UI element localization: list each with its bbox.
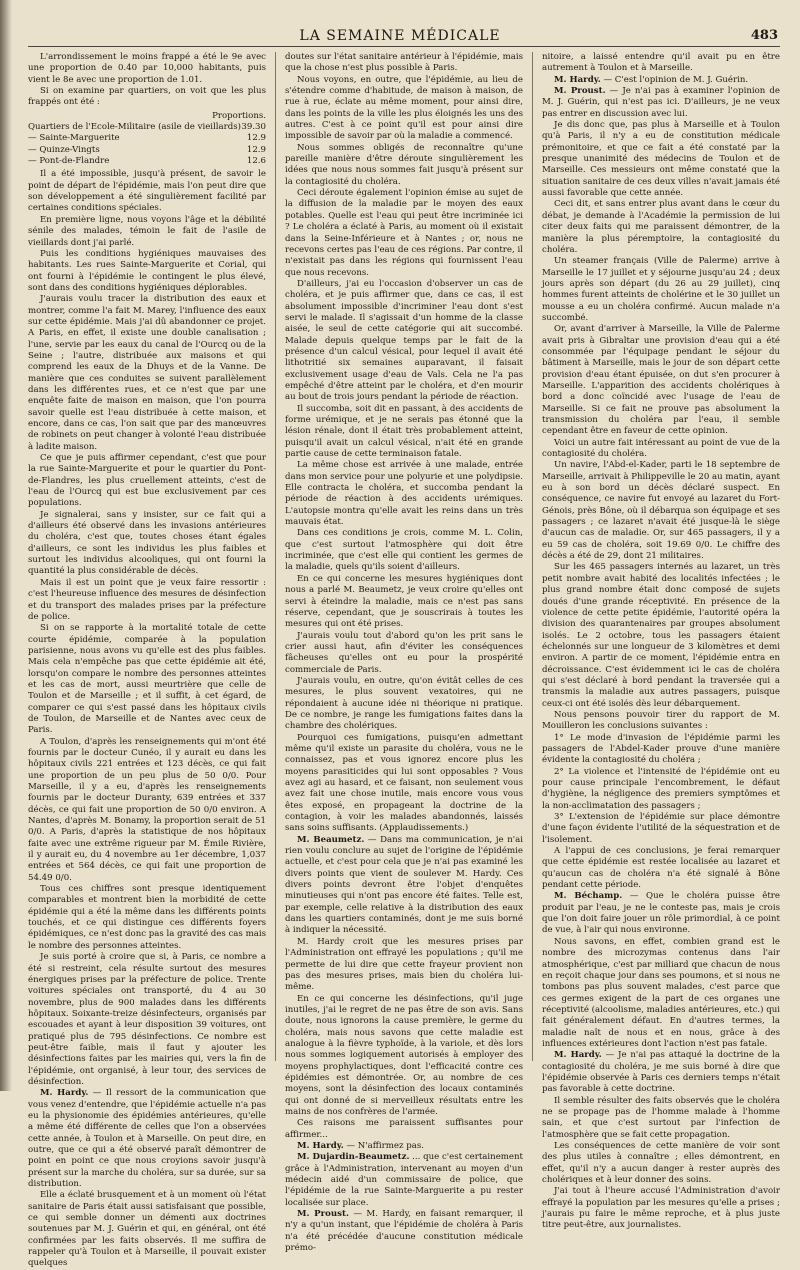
speech-text: — M. Hardy, en faisant remarquer, il n'y a qu'un instant, que l'épidémie de choléra à Paris n'a été précédée d'aucune constitution médicale prémo- [285,1209,523,1254]
speech-text: — Je n'ai pas à examiner l'opinion de M. J. Guérin, qui n'est pas ici. D'ailleurs, je ne veux pas entrer en discussion avec lui. [542,86,780,119]
scan-edge-shadow [0,0,12,1091]
paragraph: A l'appui de ces conclusions, je ferai remarquer que cette épidémie est restée localisée au lazaret et qu'aucun cas de choléra n'a été signalé à Bône pendant cette période. [542,846,780,891]
stats-row [28,133,266,144]
paragraph: M. Hardy croit que les mesures prises par l'Administration ont effrayé les populations ; qu'il me permette de lui dire que cette frayeur provient non pas des mesures prises, mais bien du choléra lui-même. [285,936,523,993]
stats-value: 39.30 [241,122,266,133]
paragraph: Puis les conditions hygiéniques mauvaises des habitants. Les rues Sainte-Marguerite et Corial, qui ont fourni à l'épidémie le contingent le plus élevé, sont dans des conditions hygiéniques déplorables. [28,248,266,293]
speech-text: — Il ressort de la communication que vous venez d'entendre, que l'épidémie actuelle n'a pas eu la physionomie des épidémies antérieures, qu'elle a même été différente de celles que l'on a observées cette année, à Toulon et à Marseille. On peut dire, en outre, que ce qui a été observé paraît démontrer de point en point ce que nous croyions savoir jusqu'à présent sur la marche du choléra, sur sa durée, sur sa distribution. [28,1088,266,1190]
paragraph: Ceci dit, et sans entrer plus avant dans le cœur du débat, je demande à l'Académie la permission de lui citer deux faits qui me paraissent démontrer, de la manière la plus péremptoire, la contagiosité du choléra. [542,199,780,255]
speaker-name: M. Dujardin-Beaumetz. [297,1152,410,1163]
column-1 [28,52,266,1269]
speaker-name: M. Hardy. [554,1050,602,1061]
speaker-name: M. Beaumetz. [297,834,365,845]
speaker-name: M. Proust. [297,1209,349,1220]
text-columns [28,52,780,1269]
paragraph: J'ai tout à l'heure accusé l'Administration d'avoir effrayé la population par les mesures qu'elle a prises ; j'aurais pu faire le même reproche, et à plus juste titre peut-être, aux journalistes. [542,1186,780,1231]
paragraph: Elle a éclaté brusquement et à un moment où l'état sanitaire de Paris était aussi satisfaisant que possible, ce qui semble donner un démenti aux doctrines soutenues par M. J. Guérin et qui, en général, ont été confirmées par les faits observés. Il me suffira de rappeler qu'à Toulon et à Marseille, il pouvait exister quelques [28,1190,266,1269]
paragraph: Ce que je puis affirmer cependant, c'est que pour la rue Sainte-Marguerite et pour le quartier du Pont-de-Flandres, les plus cruellement atteints, c'est de l'eau de l'Ourcq qui est bue exclusivement par ces populations. [28,453,266,509]
stats-header: Proportions. [212,110,266,121]
paragraph: L'arrondissement le moins frappé a été le 9e avec une proportion de 0.40 par 10,000 habitants, puis vient le 8e avec une proportion de 1.01. [28,52,266,85]
speaker-name: M. Béchamp. [554,891,623,902]
stats-label: — Pont-de-Flandre [28,156,110,167]
paragraph: A Toulon, d'après les renseignements qui m'ont été fournis par le docteur Cunéo, il y aurait eu dans les hôpitaux civils 221 entrées et 123 décès, ce qui fait une proportion de un peu plus de 50 0/0. Pour Marseille, il y a eu, d'après les renseignements fournis par le docteur Duranty, 639 entrées et 337 décès, ce qui fait une proportion de 50 0/0 environ. A Nantes, d'après M. Bonamy, la proportion serait de 51 0/0. A Paris, d'après la statistique de nos hôpitaux faite avec une extrême rigueur par M. Émile Rivière, il y aurait eu, du 4 novembre au 1er décembre, 1,037 entrées et 564 décès, ce qui fait une proportion de 54.49 0/0. [28,736,266,883]
paragraph: 2° La violence et l'intensité de l'épidémie ont eu pour cause principale l'encombrement, le défaut d'hygiène, la négligence des premiers symptômes et la non-acclimatation des passagers ; [542,766,780,811]
column-divider [532,52,533,1061]
paragraph: 3° L'extension de l'épidémie sur place démontre d'une façon évidente l'utilité de la séquestration et de l'isolement. [542,812,780,845]
speech-paragraph [285,1141,523,1152]
paragraph: Tous ces chiffres sont presque identiquement comparables et montrent bien la morbidité de cette épidémie qui a été la même dans les différents points touchés, et ce qui distingue ces différents foyers épidémiques, ce n'est donc pas la gravité des cas mais le nombre des personnes atteintes. [28,884,266,951]
page-number: 483 [750,28,778,43]
stats-value: 12.9 [246,144,266,155]
speech-text: — Je n'ai pas attaqué la doctrine de la contagiosité du choléra, je me suis borné à dire que l'épidémie observée à Paris ces derniers temps n'était pas favorable à cette doctrine. [542,1050,780,1095]
paragraph: Il a été impossible, jusqu'à présent, de savoir le point de départ de l'épidémie, mais l'on peut dire que son développement a été singulièrement facilité par certaines conditions spéciales. [28,169,266,214]
paragraph: Pourquoi ces fumigations, puisqu'en admettant même qu'il existe un parasite du choléra, vous ne le connaissez, pas et vous ignorez encore plus les moyens parasiticides qui lui sont opposables ? Vous avez agi au hasard, et ce faisant, non seulement vous avez fait une chose inutile, mais encore vous vous êtes exposé, en propageant la doctrine de la contagion, à voir les malades abandonnés, laissés sans soins suffisants. (Applaudissements.) [285,732,523,834]
stats-label: — Quinze-Vingts [28,144,100,155]
stats-label: Quartiers de l'Ecole-Militaire (asile de vieillards) [28,122,242,133]
paragraph: Je suis porté à croire que si, à Paris, ce nombre a été si restreint, cela résulte surtout des mesures énergiques prises par la préfecture de police. Trente voitures spéciales ont transporté, du 4 au 30 novembre, plus de 900 malades dans les différents hôpitaux. Soixante-treize désinfecteurs, organisés par escouades et ayant à leur disposition 39 voitures, ont pratiqué plus de 795 désinfections. Ce nombre est peut-être faible, mais il faut y ajouter les désinfections faites par les mairies qui, vers la fin de l'épidémie, ont organisé, à leur tour, des services de désinfection. [28,952,266,1087]
paragraph: Voici un autre fait intéressant au point de vue de la contagiosité du choléra. [542,437,780,460]
stats-value: 12.6 [246,156,266,167]
paragraph: Si on examine par quartiers, on voit que les plus frappés ont été : [28,86,266,108]
paragraph: Il semble résulter des faits observés que le choléra ne se propage pas de l'homme malade à l'homme sain, et que c'est surtout par l'infection de l'atmosphère que se fait cette propagation. [542,1095,780,1140]
paragraph: D'ailleurs, j'ai eu l'occasion d'observer un cas de choléra, et je puis affirmer que, dans ce cas, il est absolument impossible d'incriminer l'eau dont s'est servi le malade. Il s'agissait d'un homme de la classe aisée, le seul de cette catégorie qui ait succombé. Malade depuis quelque temps par le fait de la présence d'un calcul vésical, pour lequel il avait été lithotritié six semaines auparavant, il faisait exclusivement usage d'eau de Vals. Cela ne l'a pas empêché d'être atteint par le choléra, et d'en mourir au bout de trois jours pendant la période de réaction. [285,278,523,403]
paragraph: Je dis donc que, pas plus à Marseille et à Toulon qu'à Paris, il n'y a eu de constitution médicale prémonitoire, et que ce fait a été constaté par la presque unanimité des médecins de Toulon et de Marseille. Ces messieurs ont même constaté que la situation sanitaire de ces deux villes n'avait jamais été aussi favorable que cette année. [542,120,780,199]
paragraph: J'aurais voulu, en outre, qu'on évitât celles de ces mesures, le plus souvent vexatoires, qui ne répondaient à aucune idée ni théorique ni pratique. De ce nombre, je range les fumigations faites dans la chambre des cholériques. [285,675,523,732]
speech-paragraph [285,1209,523,1254]
speech-text: — Que le choléra puisse être produit par l'eau, je ne le conteste pas, mais je crois que l'on doit faire jouer un rôle primordial, à ce point de vue, à l'air qui nous environne. [542,891,780,936]
paragraph: J'aurais voulu tracer la distribution des eaux et montrer, comme l'a fait M. Marey, l'influence des eaux sur cette épidémie. Mais j'ai dû abandonner ce projet. A Paris, en effet, il existe une double canalisation ; l'une, servie par les eaux du canal de l'Ourcq ou de la Seine ; l'autre, distribuée aux maisons et qui comprend les eaux de la Dhuys et de la Vanne. De manière que ces conduites se suivent parallèlement dans les différentes rues, et ce n'est que par une enquête faite de maison en maison, que l'on pourra savoir quelle est l'eau distribuée à cette maison, et encore, dans ce cas, l'on sait que par des manœuvres de robinets on peut changer à volonté l'eau distribuée à ladite maison. [28,294,266,452]
paragraph: Un navire, l'Abd-el-Kader, parti le 18 septembre de Marseille, arrivait à Philippeville le 20 au matin, ayant eu à son bord un décès déclaré suspect. En conséquence, ce navire fut envoyé au lazaret du Fort-Génois, près Bône, où il débarqua son équipage et ses passagers ; ce lazaret n'avait été jusque-là le siège d'aucun cas de maladie. Or, sur 465 passagers, il y a eu 59 cas de choléra, soit 19.69 0/0. Le chiffre des décès a été de 29, dont 21 militaires. [542,460,780,562]
speech-text: ... que c'est certainement grâce à l'Administration, intervenant au moyen d'un médecin aidé d'un commissaire de police, que l'épidémie de la rue Sainte-Marguerite a pu rester localisée sur place. [285,1152,523,1208]
paragraph: doutes sur l'état sanitaire antérieur à l'épidémie, mais que la chose n'est plus possible à Paris. [285,52,523,74]
speech-text: — Dans ma communication, je n'ai rien voulu conclure au sujet de l'origine de l'épidémie actuelle, et c'est pour cela que je n'ai pas examiné les divers points que vient de soulever M. Hardy. Ces divers points devront être l'objet d'enquêtes minutieuses qui n'ont pas encore été faites. Telle est, par exemple, celle relative à la distribution des eaux dans les quartiers contaminés, dont je me suis borné à indiquer la nécessité. [285,834,523,936]
speaker-name: M. Hardy. [554,74,601,85]
stats-label: — Sainte-Marguerite [28,133,120,144]
speech-paragraph [542,86,780,120]
speech-paragraph [28,1088,266,1190]
speech-text: — N'affirmez pas. [343,1141,425,1151]
paragraph: Nous savons, en effet, combien grand est le nombre des microzymas contenus dans l'air atmosphérique, c'est par milliard que chacun de nous en reçoit chaque jour dans ses poumons, et si nous ne tombons pas plus souvent malades, c'est parce que ces germes exigent de la part de ces organes une réceptivité (alcoolisme, maladies antérieures, etc.) qui fait généralement défaut. En d'autres termes, la maladie naît de nous et en nous, grâce à des influences extérieures dont l'action n'est pas fatale. [542,936,780,1049]
paragraph: J'aurais voulu tout d'abord qu'on les prit sans le crier aussi haut, afin d'éviter les conséquences fâcheuses qu'elles ont eu pour la prospérité commerciale de Paris. [285,630,523,675]
column-2 [285,52,523,1254]
header-rule [28,46,780,47]
speech-paragraph [542,1050,780,1095]
paragraph: Dans ces conditions je crois, comme M. L. Colin, que c'est surtout l'atmosphère qui doit être incriminée, que c'est elle qui contient les germes de la maladie, quels qu'ils soient d'ailleurs. [285,528,523,573]
paragraph: En ce qui concerne les mesures hygiéniques dont nous a parlé M. Beaumetz, je veux croire qu'elles ont servi à éteindre la maladie, mais ce n'est pas sans réserve, cependant, que je souscrirais à toutes les mesures qui ont été prises. [285,573,523,630]
page-header [0,0,800,50]
paragraph: Ces raisons me paraissent suffisantes pour affirmer... [285,1118,523,1140]
running-title: LA SEMAINE MÉDICALE [299,28,501,44]
stats-row [28,145,266,156]
paragraph: En ce qui concerne les désinfections, qu'il juge inutiles, j'ai le regret de ne pas être de son avis. Sans doute, nous ignorons la cause première, le germe du choléra, mais nous savons que cette maladie est analogue à la fièvre typhoïde, à la variole, et dès lors nous sommes logiquement autorisés à employer des moyens prophylactiques, dont l'efficacité contre ces épidémies est démontrée. Or, au nombre de ces moyens, sont la désinfection des locaux contaminés qui ont donné de si merveilleux résultats entre les mains de nos confrères de l'armée. [285,993,523,1117]
speech-paragraph [542,891,780,936]
paragraph: 1° Le mode d'invasion de l'épidémie parmi les passagers de l'Abdel-Kader prouve d'une manière évidente la contagiosité du choléra ; [542,732,780,766]
paragraph: Je signalerai, sans y insister, sur ce fait qui a d'ailleurs été observé dans les invasions antérieures du choléra, c'est que, toutes choses étant égales d'ailleurs, ce sont les individus les plus faibles et surtout les individus alcooliques, qui ont fourni la quantité la plus considérable de décès. [28,509,266,577]
speaker-name: M. Proust. [554,86,606,97]
paragraph: Nous pensons pouvoir tirer du rapport de M. Mouilleron les conclusions suivantes : [542,709,780,732]
paragraph: Les conséquences de cette manière de voir sont des plus utiles à connaître ; elles démontrent, en effet, qu'il n'y a aucun danger à rester auprès des cholériques et à leur donner des soins. [542,1141,780,1186]
column-divider [275,52,276,1061]
paragraph: Nous voyons, en outre, que l'épidémie, au lieu de s'étendre comme d'habitude, de maison à maison, de rue à rue, éclate au même moment, pour ainsi dire, dans les points de la ville les plus éloignés les uns des autres. C'est à ce point qu'il est pour ainsi dire impossible de savoir par où la maladie a commencé. [285,74,523,142]
speaker-name: M. Hardy. [40,1088,89,1099]
paragraph: Nous sommes obligés de reconnaître qu'une pareille manière d'être déroute singulièrement les idées que nous nous sommes fait jusqu'à présent sur la contagiosité du choléra. [285,142,523,187]
paragraph: Si on se rapporte à la mortalité totale de cette courte épidémie, comparée à la population parisienne, nous avons vu qu'elle est des plus faibles. Mais cela n'empêche pas que cette épidémie ait été, lorsqu'on compare le nombre des personnes atteintes et les cas de mort, aussi meurtrière que celle de Toulon et de Marseille ; et il suffit, à cet égard, de comparer ce qui s'est passé dans les hôpitaux civils de Toulon, de Marseille et de Nantes avec ceux de Paris. [28,623,266,736]
stats-row [28,122,266,133]
column-3 [542,52,780,1231]
stats-row [28,156,266,167]
speech-paragraph [285,835,523,937]
paragraph: Il succomba, soit dit en passant, à des accidents de forme urémique, et je ne serais pas étonné que la lésion rénale, dont il était très probablement atteint, puisqu'il avait un calcul vésical, n'ait été en grande partie cause de cette terminaison fatale. [285,403,523,460]
paragraph: Sur les 465 passagers internés au lazaret, un très petit nombre avait habité des localités infectées ; le plus grand nombre était donc composé de sujets doués d'une grande réceptivité. En présence de la violence de cette petite épidémie, l'autorité opéra la division des quarantenaires par groupes absolument isolés. Le 2 octobre, tous les passagers étaient échelonnés sur une longueur de 3 kilomètres et demi environ. A partir de ce moment, l'épidémie entra en décroissance. C'est évidemment ici le cas de choléra qui s'est déclaré à bord pendant la traversée qui a transmis la maladie aux autres passagers, puisque ceux-ci ont été isolés dès leur débarquement. [542,562,780,709]
speech-paragraph [285,1152,523,1209]
stats-value: 12.9 [246,133,266,144]
quarter-stats-table [28,111,266,168]
paragraph: Ceci déroute également l'opinion émise au sujet de la diffusion de la maladie par le moyen des eaux potables. Quelle est l'eau qui peut être incriminée ici ? Le choléra a éclaté à Paris, au moment où il existait dans la Seine-Inférieure et à Nantes ; or, nous ne recevons certes pas l'eau de ces régions. Par contre, il n'existait pas dans les régions qui fournissent l'eau que nous recevons. [285,188,523,278]
paragraph: Un steamer français (Ville de Palerme) arrive à Marseille le 17 juillet et y séjourne jusqu'au 24 ; deux jours après son départ (du 26 au 29 juillet), cinq hommes furent atteints de cholérine et le 30 juillet un mousse a eu un choléra confirmé. Aucun malade n'a succombé. [542,256,780,323]
speech-paragraph [542,75,780,86]
paragraph: En première ligne, nous voyons l'âge et la débilité sénile des malades, témoin le fait de l'asile de vieillards dont j'ai parlé. [28,214,266,248]
paragraph: La même chose est arrivée à une malade, entrée dans mon service pour une polyurie et une polydipsie. Elle contracta le choléra, et succomba pendant la période de réaction à des accidents urémiques. L'autopsie montra qu'elle avait les reins dans un très mauvais état. [285,460,523,528]
speaker-name: M. Hardy. [297,1141,344,1151]
paragraph: Mais il est un point que je veux faire ressortir : c'est l'heureuse influence des mesures de désinfection et du transport des malades prises par la préfecture de police. [28,577,266,622]
paragraph: Or, avant d'arriver à Marseille, la Ville de Palerme avait pris à Gibraltar une provision d'eau qui a été consommée par l'équipage pendant le séjour du bâtiment à Marseille, mais le jour de son départ cette provision d'eau étant épuisée, on dut s'en procurer à Marseille. L'apparition des accidents cholériques à bord a donc coïncidé avec l'usage de l'eau de Marseille. Si ce fait ne prouve pas absolument la transmission du choléra par l'eau, il semble cependant être en faveur de cette opinion. [542,324,780,437]
speech-text: — C'est l'opinion de M. J. Guérin. [600,74,749,85]
paragraph: nitoire, a laissé entendre qu'il avait pu en être autrement à Toulon et à Marseille. [542,52,780,74]
